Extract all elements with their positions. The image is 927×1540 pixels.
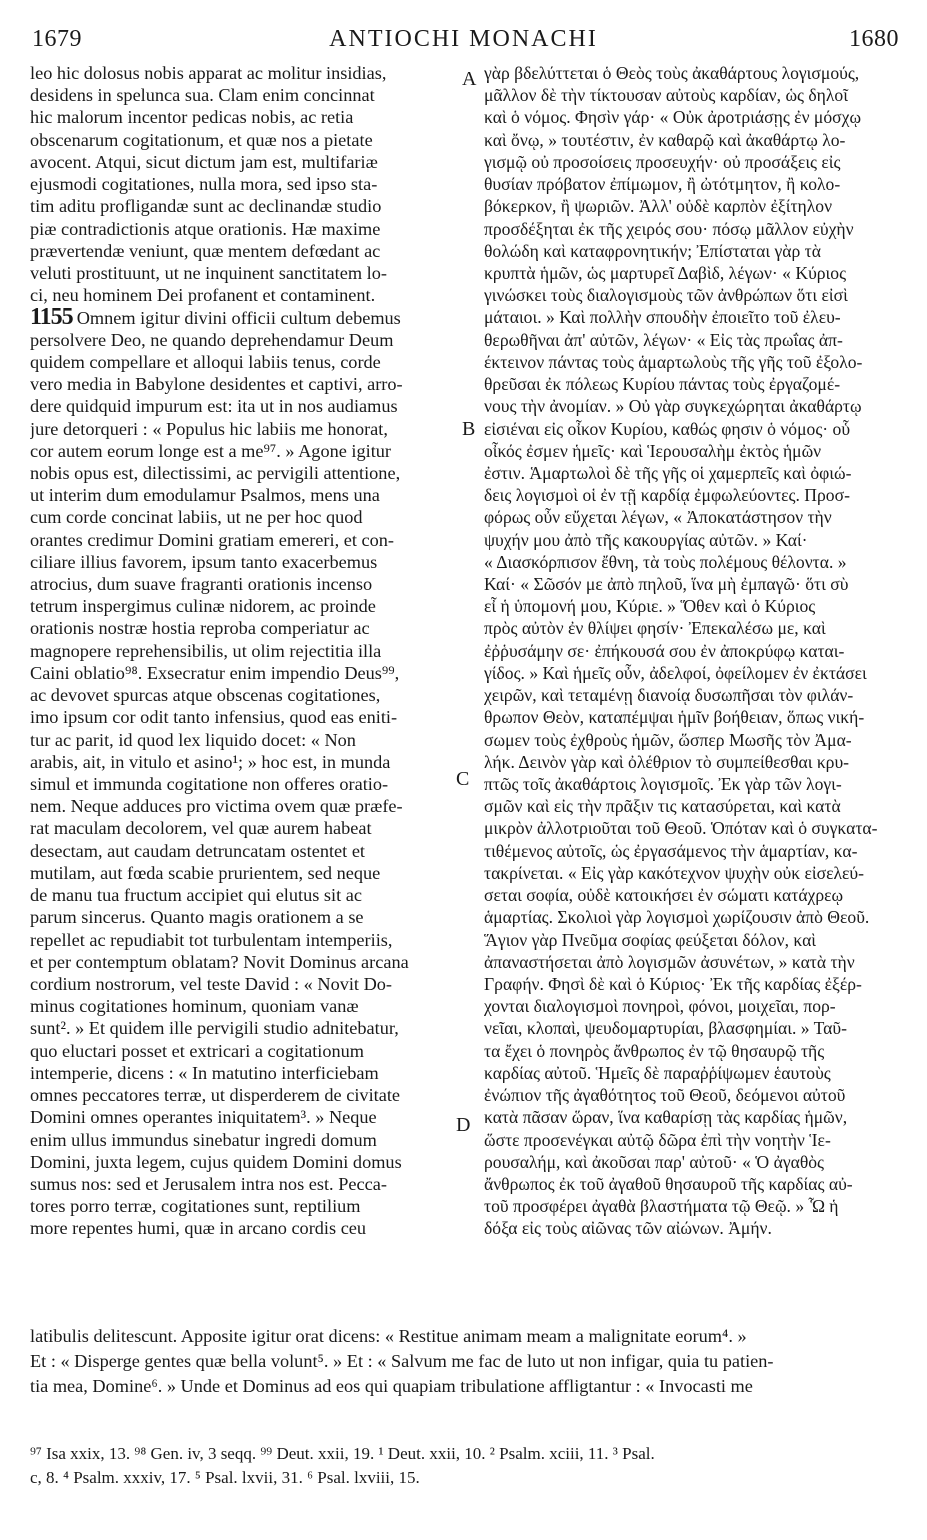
greek-line: νους τὴν ἀνομίαν. » Οὐ γὰρ συγκεχώρηται ἀκαθάρτῳ — [484, 396, 862, 417]
greek-line: τιθέμενος αὐτοῖς, ὡς ἐργασάμενος τὴν ἁμαρτίαν, κα- — [484, 840, 858, 861]
greek-line: θερωθῆναι ἀπ' αὐτῶν, λέγων· « Εἰς τὰς πρωΐας ἀπ- — [484, 329, 843, 350]
full-width-line: Et : « Disperge gentes quæ bella volunt⁵. » Et : « Salvum me fac de luto ut non infigar, quia tu patien- — [30, 1351, 774, 1371]
latin-line: sunt². » Et quidem ille pervigili studio adnitebatur, — [30, 1018, 399, 1039]
latin-line: omnes peccatores terræ, ut disperderem de civitate — [30, 1085, 401, 1106]
greek-line: ρουσαλήμ, καὶ ἀκοῦσαι παρ' αὐτοῦ· « Ὁ ἀγαθὸς — [484, 1151, 825, 1172]
latin-line: piæ contradictionis atque orationis. Hæ maxime — [30, 218, 381, 239]
latin-line: more repentes humi, quæ in arcano cordis ceu — [30, 1218, 367, 1239]
latin-line: parum sincerus. Quanto magis orationem a se — [30, 907, 364, 928]
latin-line: tores porro terræ, cogitationes sunt, reptilium — [30, 1196, 361, 1217]
latin-line: tur ac parit, id quod lex liquido docet: « Non — [30, 729, 356, 750]
greek-line: γισμῷ οὐ προσοίσεις προσευχήν· οὐ προσάξεις εἰς — [484, 151, 841, 172]
greek-line: τα ἔχει ὁ πονηρὸς ἄνθρωπος ἐν τῷ θησαυρῷ τῆς — [484, 1040, 825, 1061]
greek-line: Ἅγιον γὰρ Πνεῦμα σοφίας φεύξεται δόλον, καὶ — [484, 929, 817, 950]
latin-line: ac devovet spurcas atque obscenas cogitationes, — [30, 685, 381, 706]
latin-line: magnopere reprehensibilis, ut olim rejectitia illa — [30, 640, 382, 661]
page-number-right: 1680 — [849, 26, 899, 52]
greek-line: σμῶν καὶ εἰς τὴν πρᾶξιν τις κατασύρεται, καὶ κατὰ — [484, 796, 841, 817]
latin-line: ciliare illius favorem, ipsum tanto exacerbemus — [30, 551, 378, 572]
greek-column — [484, 62, 904, 1240]
latin-line: desectam, aut caudam detruncatam ostentet et — [30, 840, 366, 861]
footnotes — [30, 1442, 898, 1490]
latin-line: vero media in Babylone desidentes et captivi, arro- — [30, 374, 403, 395]
greek-line: γίδος. » Καὶ ἡμεῖς οὖν, ἀδελφοί, ὀφείλομεν ἐν ἐκτάσει — [484, 662, 867, 683]
latin-line: ejusmodi cogitationes, nulla mora, sed ipso sta- — [30, 174, 378, 195]
greek-line: φόρως οὖν εὔχεται λέγων, « Ἀποκατάστησον τὴν — [484, 507, 832, 528]
full-width-text — [30, 1324, 892, 1399]
latin-line: Domini, juxta legem, cujus quidem Domini domus — [30, 1151, 402, 1172]
latin-line: nobis opus est, dilectissimi, ac pervigili attentione, — [30, 462, 401, 483]
greek-line: ἀπαναστήσεται ἀπὸ λογισμῶν ἀσυνέτων, » κατὰ τὴν — [484, 951, 855, 972]
full-width-line: tia mea, Domine⁶. » Unde et Dominus ad eos qui quapiam tribulatione affligtantur : « Invocasti me — [30, 1376, 753, 1396]
greek-line: χειρῶν, καὶ τεταμένῃ διανοίᾳ δυσωπῆσαι τὸν φιλάν- — [484, 685, 854, 706]
greek-line: έκτεινον πάντας τοὺς ἁμαρτωλοὺς τῆς γῆς τοῦ ἐξολο- — [484, 351, 863, 372]
greek-line: θολώδη καὶ καταφρονητικήν; Ἐπίσταται γὰρ τὰ — [484, 240, 821, 261]
greek-line: θρεῦσαι ἐκ πόλεως Κυρίου πάντας τοὺς ἐργαζομέ- — [484, 374, 841, 395]
latin-line: de manu tua fructum accipiet qui elutus sit ac — [30, 885, 362, 906]
greek-line: Καί· « Σῶσόν με ἀπὸ πηλοῦ, ἵνα μὴ ἐμπαγῶ· ὅτι σὺ — [484, 574, 849, 595]
greek-line: βόκερκον, ἢ ψωριῶν. Ἀλλ' οὐδὲ καρπὸν ἐξίτηλον — [484, 196, 833, 217]
latin-line: ut interim dum emodulamur Psalmos, mens una — [30, 485, 380, 506]
greek-line: ἐῤῥυσάμην σε· ἐπήκουσά σου ἐν ἀποκρύφῳ καται- — [484, 640, 845, 661]
greek-line: προσδέξηται ἐκ τῆς χειρός σου· πόσῳ μᾶλλον εὐχὴν — [484, 218, 854, 239]
latin-line: arabis, ait, in vitulo et asino¹; » hoc est, in munda — [30, 751, 391, 772]
latin-line: dere quidquid impurum est: ita ut in nos audiamus — [30, 396, 398, 417]
latin-line: ci, neu hominem Dei profanent et contaminent. — [30, 285, 376, 306]
latin-column — [30, 62, 458, 1240]
latin-line: cum corde concinat labiis, ut ne per hoc quod — [30, 507, 363, 528]
latin-line: Caini oblatio⁹⁸. Exsecratur enim impendio Deus⁹⁹, — [30, 662, 400, 683]
latin-line: orantes credimur Domini gratiam emereri, et con- — [30, 529, 394, 550]
greek-line: λήκ. Δεινὸν γὰρ καὶ ὀλέθριον τὸ συμπείθεσθαι κρυ- — [484, 751, 850, 772]
latin-line: prævertendæ veniunt, quæ mentem defœdant ac — [30, 240, 381, 261]
greek-line: μάταιοι. » Καὶ πολλὴν σπουδὴν ἐποιεῖτο τοῦ ἐλευ- — [484, 307, 841, 328]
greek-line: σωμεν τοὺς ἐχθροὺς ἡμῶν, ὥσπερ Μωσῆς τὸν Ἀμα- — [484, 729, 852, 750]
latin-line: et per contemptum oblatam? Novit Dominus arcana — [30, 951, 409, 972]
latin-line: enim ullus immundus sinebatur ingredi domum — [30, 1129, 377, 1150]
greek-line: καὶ ὁ νόμος. Φησὶν γάρ· « Οὐκ ἀροτριάσῃς ἐν μόσχῳ — [484, 107, 862, 128]
latin-line: leo hic dolosus nobis apparat ac molitur insidias, — [30, 63, 387, 83]
latin-line: desidens in spelunca sua. Clam enim concinnat — [30, 85, 375, 106]
greek-line: καὶ ὄνῳ, » τουτέστιν, ἐν καθαρῷ καὶ ἀκαθάρτῳ λο- — [484, 129, 846, 150]
latin-line: orationis nostræ hostia reproba comperiatur ac — [30, 618, 370, 639]
latin-line: rat maculam decolorem, vel quæ aurem habeat — [30, 818, 372, 839]
latin-line: cordium nostrorum, vel teste David : « Novit Do- — [30, 973, 393, 994]
running-title: ANTIOCHI MONACHI — [329, 26, 598, 52]
greek-line: πρὸς αὐτὸν ἐν θλίψει φησίν· Ἐπεκαλέσω με, καὶ — [484, 618, 826, 639]
latin-line: quo eluctari posset et extricari a cogitationum — [30, 1040, 365, 1061]
greek-line: γινώσκει τοὺς διαλογισμοὺς τῶν ἀνθρώπων ὅτι εἰσὶ — [484, 285, 848, 306]
greek-line: ψυχήν μου ἀπὸ τῆς κακουργίας αὐτῶν. » Καί· — [484, 529, 808, 550]
line-text: Omnem igitur divini officii cultum debemus — [76, 308, 401, 329]
greek-line: εἰσιέναι εἰς οἶκον Κυρίου, καθώς φησιν ὁ νόμος· οὗ — [484, 418, 851, 439]
latin-line: veluti prostituunt, ut ne inquinent sanctitatem lo- — [30, 262, 387, 283]
greek-line: ἐνώπιον τῆς ἀγαθότητος τοῦ Θεοῦ, δεόμενοι αὐτοῦ — [484, 1085, 846, 1106]
margin-mark-b: B — [462, 418, 476, 440]
latin-line: hic malorum incentor pedicas nobis, ac retia — [30, 107, 354, 128]
greek-line: Γραφήν. Φησὶ δὲ καὶ ὁ Κύριος· Ἐκ τῆς καρδίας ἐξέρ- — [484, 973, 862, 994]
greek-line: μικρὸν ἀλλοτριοῦται τοῦ Θεοῦ. Ὁπόταν καὶ ὁ συγκατα- — [484, 818, 878, 839]
greek-line: τοῦ προσφέρει ἀγαθὰ βλαστήματα τῷ Θεῷ. » Ὧ ἡ — [484, 1196, 839, 1217]
greek-line: δόξα εἰς τοὺς αἰῶνας τῶν αἰώνων. Ἀμήν. — [484, 1218, 772, 1239]
greek-line: οἶκός ἐσμεν ἡμεῖς· καὶ Ἱερουσαλὴμ ἐκτὸς ἡμῶν — [484, 440, 822, 461]
section-number: 1155 — [30, 306, 73, 329]
latin-line: tetrum inspergimus culinæ nidorem, ac proinde — [30, 596, 376, 617]
greek-line: ἐστιν. Ἁμαρτωλοὶ δὲ τῆς γῆς οἱ χαμερπεῖς καὶ ὀφιώ- — [484, 462, 852, 483]
greek-line: σεται σοφία, οὐδὲ κατοικήσει ἐν σώματι κατάχρεῳ — [484, 885, 844, 906]
greek-line: θρωπον Θεὸν, καταπέμψαι ἡμῖν βοήθειαν, ὅπως νική- — [484, 707, 865, 728]
greek-line: κατὰ πᾶσαν ὥραν, ἵνα καθαρίσῃ τὰς καρδίας ἡμῶν, — [484, 1107, 848, 1128]
latin-line: repellet ac repudiabit tot turbulentam intemperiis, — [30, 929, 393, 950]
greek-line: καρδίας αὐτοῦ. Ἡμεῖς δὲ παραῤῥίψωμεν ἑαυτοὺς — [484, 1062, 831, 1083]
latin-line — [30, 306, 458, 328]
footnote-line: c, 8. ⁴ Psalm. xxxiv, 17. ⁵ Psal. lxvii, 31. ⁶ Psal. lxviii, 15. — [30, 1468, 420, 1487]
page-number-left: 1679 — [32, 26, 82, 52]
greek-line: « Διασκόρπισον ἔθνη, τὰ τοὺς πολέμους θέλοντα. » — [484, 551, 847, 572]
greek-line: εἶ ἡ ὑπομονή μου, Κύριε. » Ὅθεν καὶ ὁ Κύριος — [484, 596, 816, 617]
latin-line: jure detorqueri : « Populus hic labiis me honorat, — [30, 418, 388, 439]
latin-line: Domini omnes operantes iniquitatem³. » Neque — [30, 1107, 377, 1128]
latin-line: imo ipsum cor odit tanto infensius, quod eas eniti- — [30, 707, 398, 728]
greek-line: τακρίνεται. « Εἰς γὰρ κακότεχνον ψυχὴν οὐκ εἰσελεύ- — [484, 862, 864, 883]
margin-mark-a: A — [462, 68, 477, 90]
greek-line: γὰρ βδελύττεται ὁ Θεὸς τοὺς ἀκαθάρτους λογισμούς, — [484, 63, 860, 83]
latin-line: obscenarum cogitationum, et quæ nos a pietate — [30, 129, 373, 150]
latin-line: mutilam, aut fœda scabie prurientem, sed neque — [30, 862, 381, 883]
latin-line: avocent. Atqui, sicut dictum jam est, multifariæ — [30, 151, 378, 172]
latin-line: sumus nos: sed et Jerusalem intra nos est. Pecca- — [30, 1173, 387, 1194]
greek-line: νεῖαι, κλοπαὶ, ψευδομαρτυρίαι, βλασφημίαι. » Ταῦ- — [484, 1018, 847, 1039]
footnote-line: ⁹⁷ Isa xxix, 13. ⁹⁸ Gen. iv, 3 seqq. ⁹⁹ Deut. xxii, 19. ¹ Deut. xxii, 10. ² Psalm. xciii, 11. ³ Psal. — [30, 1444, 655, 1463]
margin-mark-d: D — [456, 1114, 471, 1136]
greek-line: κρυπτὰ ἡμῶν, ὡς μαρτυρεῖ Δαβὶδ, λέγων· « Κύριος — [484, 262, 847, 283]
latin-line: nem. Neque adduces pro victima ovem quæ præfe- — [30, 796, 403, 817]
latin-line: simul et immunda cogitatione non offeres oratio- — [30, 774, 389, 794]
latin-line: atrocius, dum suave fragranti orationis incenso — [30, 574, 373, 595]
margin-mark-c: C — [456, 768, 470, 790]
greek-line: ἄνθρωπος ἐκ τοῦ ἀγαθοῦ θησαυροῦ τῆς καρδίας αὐ- — [484, 1173, 853, 1194]
latin-line: cor autem eorum longe est a me⁹⁷. » Agone igitur — [30, 440, 392, 461]
latin-line: minus cogitationes hominum, quoniam vanæ — [30, 996, 359, 1017]
greek-line: μᾶλλον δὲ τὴν τίκτουσαν αὐτοὺς καρδίαν, ὡς δηλοῖ — [484, 85, 848, 106]
latin-line: intemperie, dicens : « In matutino interficiebam — [30, 1062, 379, 1083]
greek-line: θυσίαν πρόβατον ἐπίμωμον, ἢ ὠτότμητον, ἢ κολο- — [484, 174, 841, 195]
greek-line: χονται διαλογισμοὶ πονηροὶ, φόνοι, μοιχεῖαι, πορ- — [484, 996, 836, 1017]
greek-line: ὥστε προσενέγκαι αὐτῷ δῶρα ἐπὶ τὴν νοητὴν Ἱε- — [484, 1129, 831, 1150]
full-width-line: latibulis delitescunt. Apposite igitur orat dicens: « Restitue animam meam a malignitate eorum⁴. » — [30, 1326, 747, 1346]
latin-line: quidem compellare et alloqui labiis tenus, corde — [30, 351, 381, 372]
greek-line: ἁμαρτίας. Σκολιοὶ γὰρ λογισμοὶ χωρίζουσιν ἀπὸ Θεοῦ. — [484, 907, 870, 928]
latin-line: tim aditu profligandæ sunt ac declinandæ studio — [30, 196, 382, 217]
greek-line: δεις λογισμοὶ οἱ ἐν τῇ καρδίᾳ ἐμφωλεύοντες. Προσ- — [484, 485, 850, 506]
latin-line: persolvere Deo, ne quando deprehendamur Deum — [30, 329, 394, 350]
greek-line: πτῶς τοῖς ἀκαθάρτοις λογισμοῖς. Ἐκ γὰρ τῶν λογι- — [484, 774, 842, 794]
